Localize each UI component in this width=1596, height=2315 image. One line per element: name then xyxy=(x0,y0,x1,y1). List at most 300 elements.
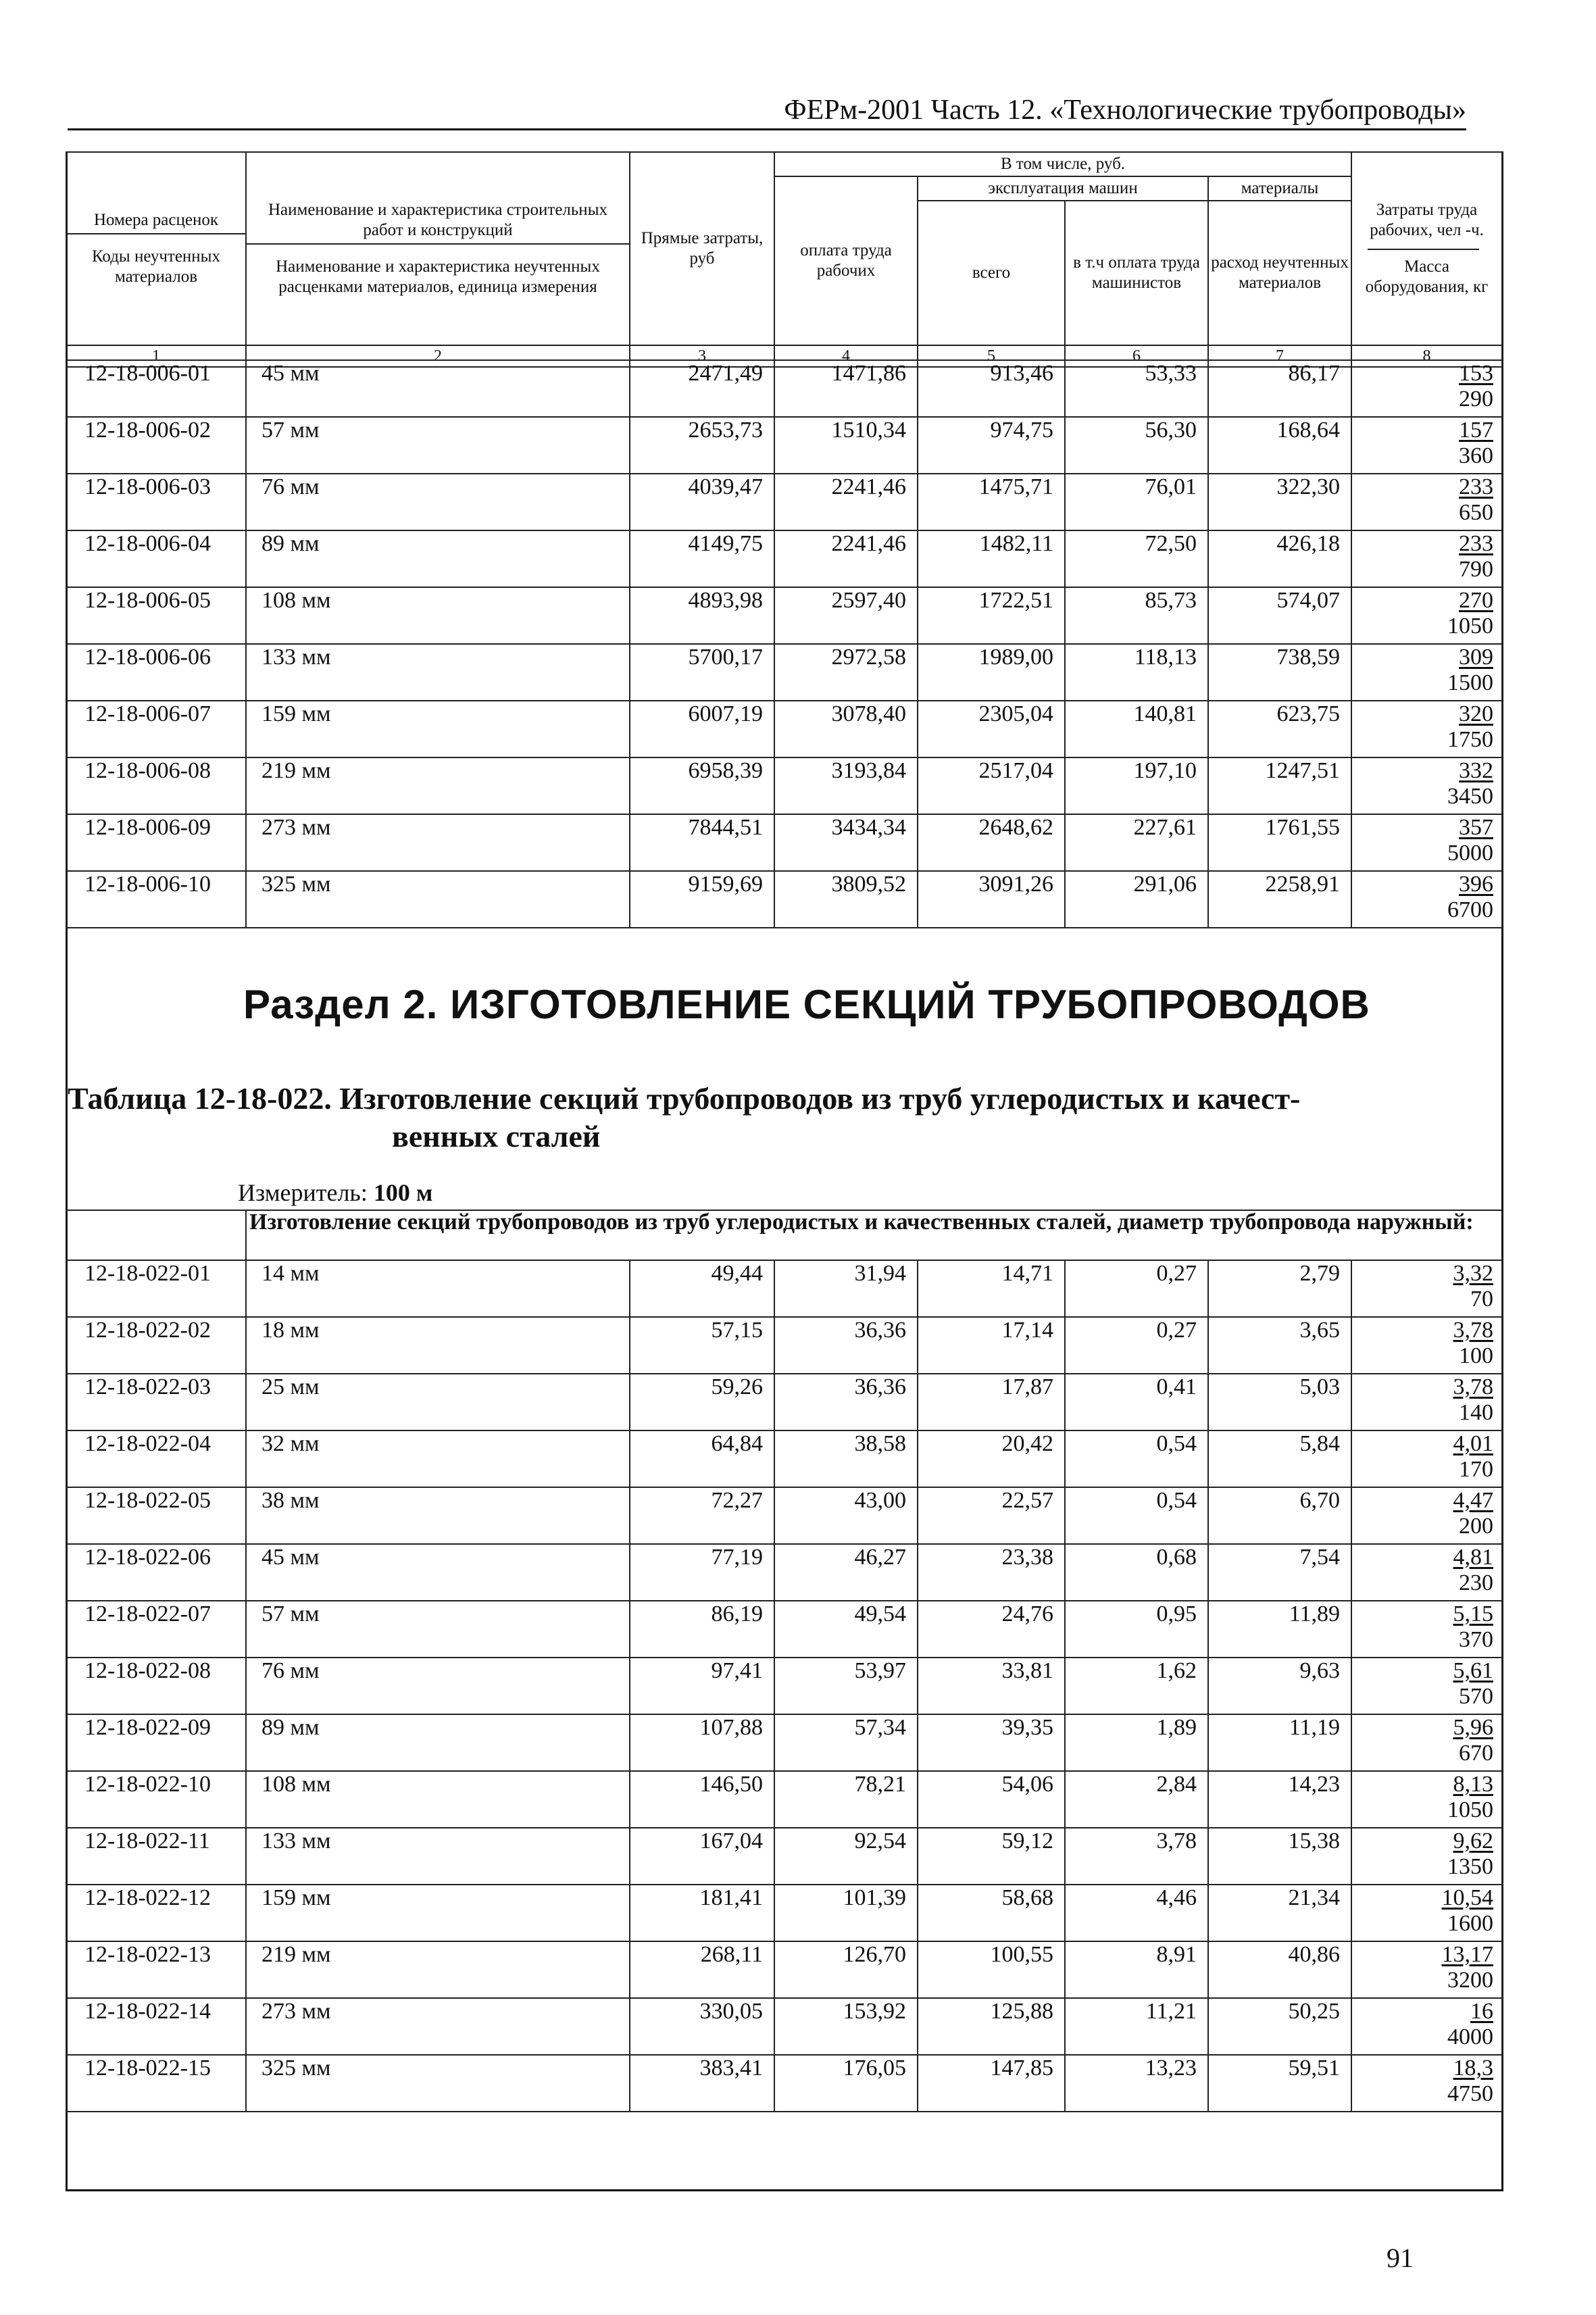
materials-cell: 9,63 xyxy=(1208,1658,1351,1714)
mass-value: 670 xyxy=(1459,1741,1493,1766)
labor-pay-cell: 38,58 xyxy=(774,1430,918,1487)
col-header-materials: материалы xyxy=(1208,176,1351,201)
rate-code: 12-18-022-11 xyxy=(66,1828,246,1885)
direct-costs-cell: 4039,47 xyxy=(630,474,774,530)
labor-pay-cell: 176,05 xyxy=(774,2055,918,2112)
col-number: 7 xyxy=(1208,345,1351,367)
col-number: 1 xyxy=(66,345,246,367)
work-name: 57 мм xyxy=(246,1601,630,1658)
operators-pay-cell: 0,54 xyxy=(1065,1430,1208,1487)
labor-mass-cell xyxy=(1351,1601,1502,1658)
subheading-text: Изготовление секций трубопроводов из труб углеродистых и качественных сталей, диаметр трубопровода наружный: xyxy=(249,1210,1474,1235)
direct-costs-cell: 64,84 xyxy=(630,1430,774,1487)
mass-value: 200 xyxy=(1459,1514,1493,1539)
operators-pay-cell: 0,27 xyxy=(1065,1260,1208,1317)
col-header-labor-mass xyxy=(1351,152,1502,345)
labor-pay-cell: 92,54 xyxy=(774,1828,918,1885)
machines-total-cell: 59,12 xyxy=(918,1828,1065,1885)
labor-pay-cell: 126,70 xyxy=(774,1941,918,1998)
materials-cell: 14,23 xyxy=(1208,1771,1351,1828)
table-row xyxy=(66,360,1502,417)
col-header-group: В том числе, руб. xyxy=(774,152,1351,176)
work-name: 159 мм xyxy=(246,1885,630,1941)
labor-hours-value: 396 xyxy=(1459,872,1493,897)
col-header-mass: Масса оборудования, кг xyxy=(1365,257,1489,296)
table-row xyxy=(66,1374,1502,1430)
rate-code: 12-18-006-02 xyxy=(66,417,246,474)
work-name: 38 мм xyxy=(246,1487,630,1544)
operators-pay-cell: 140,81 xyxy=(1065,701,1208,757)
labor-hours-value: 13,17 xyxy=(1441,1942,1493,1967)
col-header-direct-costs: Прямые затраты, руб xyxy=(630,152,774,345)
direct-costs-cell: 4149,75 xyxy=(630,530,774,587)
labor-hours-value: 9,62 xyxy=(1453,1828,1493,1853)
labor-pay-cell: 3809,52 xyxy=(774,871,918,928)
work-name: 76 мм xyxy=(246,474,630,530)
labor-hours-value: 320 xyxy=(1459,701,1493,726)
work-name: 108 мм xyxy=(246,587,630,644)
rate-code: 12-18-006-05 xyxy=(66,587,246,644)
mass-value: 4000 xyxy=(1447,2024,1493,2049)
labor-pay-cell: 31,94 xyxy=(774,1260,918,1317)
mass-value: 230 xyxy=(1459,1570,1493,1595)
rate-code: 12-18-022-15 xyxy=(66,2055,246,2112)
labor-hours-value: 3,32 xyxy=(1453,1261,1493,1286)
mass-value: 3200 xyxy=(1447,1968,1493,1993)
labor-mass-cell xyxy=(1351,1430,1502,1487)
labor-hours-value: 18,3 xyxy=(1453,2056,1493,2081)
work-name: 45 мм xyxy=(246,1544,630,1601)
materials-cell: 11,89 xyxy=(1208,1601,1351,1658)
section-title: Раздел 2. ИЗГОТОВЛЕНИЕ СЕКЦИЙ ТРУБОПРОВОДОВ xyxy=(243,982,1370,1027)
machines-total-cell: 1989,00 xyxy=(918,644,1065,701)
labor-mass-cell xyxy=(1351,701,1502,757)
mass-value: 360 xyxy=(1459,443,1493,468)
machines-total-cell: 39,35 xyxy=(918,1714,1065,1771)
col-number: 2 xyxy=(246,345,630,367)
labor-mass-cell xyxy=(1351,1487,1502,1544)
rate-code: 12-18-006-04 xyxy=(66,530,246,587)
table-row xyxy=(66,587,1502,644)
table-caption-line2: венных сталей xyxy=(392,1119,601,1153)
operators-pay-cell: 3,78 xyxy=(1065,1828,1208,1885)
materials-cell: 59,51 xyxy=(1208,2055,1351,2112)
column-header-table xyxy=(66,151,1503,368)
table-row xyxy=(66,1658,1502,1714)
machines-total-cell: 100,55 xyxy=(918,1941,1065,1998)
mass-value: 1050 xyxy=(1447,614,1493,639)
materials-cell: 15,38 xyxy=(1208,1828,1351,1885)
materials-cell: 7,54 xyxy=(1208,1544,1351,1601)
table-row xyxy=(66,474,1502,530)
rate-code: 12-18-006-10 xyxy=(66,871,246,928)
machines-total-cell: 1475,71 xyxy=(918,474,1065,530)
labor-pay-cell: 3193,84 xyxy=(774,757,918,814)
labor-mass-cell xyxy=(1351,757,1502,814)
materials-cell: 3,65 xyxy=(1208,1317,1351,1374)
labor-hours-value: 157 xyxy=(1459,418,1493,443)
col-header-codes: Номера расценок Коды неучтенных материалов xyxy=(66,152,246,345)
col-header-operators: в т.ч оплата труда машинистов xyxy=(1065,201,1208,345)
work-name: 273 мм xyxy=(246,1998,630,2055)
operators-pay-cell: 56,30 xyxy=(1065,417,1208,474)
machines-total-cell: 1482,11 xyxy=(918,530,1065,587)
table-row xyxy=(66,1998,1502,2055)
labor-pay-cell: 101,39 xyxy=(774,1885,918,1941)
labor-pay-cell: 1471,86 xyxy=(774,360,918,417)
mass-value: 1350 xyxy=(1447,1854,1493,1879)
direct-costs-cell: 6007,19 xyxy=(630,701,774,757)
labor-mass-cell xyxy=(1351,1658,1502,1714)
operators-pay-cell: 0,27 xyxy=(1065,1317,1208,1374)
work-name: 133 мм xyxy=(246,1828,630,1885)
work-name: 32 мм xyxy=(246,1430,630,1487)
col-number: 6 xyxy=(1065,345,1208,367)
work-name: 273 мм xyxy=(246,814,630,871)
machines-total-cell: 14,71 xyxy=(918,1260,1065,1317)
col-header-mass-divider xyxy=(1368,249,1479,250)
table-row xyxy=(66,871,1502,928)
labor-mass-cell xyxy=(1351,1885,1502,1941)
machines-total-cell: 24,76 xyxy=(918,1601,1065,1658)
table-row xyxy=(66,701,1502,757)
work-name: 89 мм xyxy=(246,530,630,587)
labor-pay-cell: 1510,34 xyxy=(774,417,918,474)
table-row xyxy=(66,814,1502,871)
operators-pay-cell: 197,10 xyxy=(1065,757,1208,814)
rate-code: 12-18-006-08 xyxy=(66,757,246,814)
labor-hours-value: 5,96 xyxy=(1453,1715,1493,1740)
machines-total-cell: 147,85 xyxy=(918,2055,1065,2112)
col-header-labor-hours: Затраты труда рабочих, чел -ч. xyxy=(1370,201,1484,239)
labor-hours-value: 3,78 xyxy=(1453,1318,1493,1343)
table-row xyxy=(66,1430,1502,1487)
labor-hours-value: 309 xyxy=(1459,645,1493,670)
labor-mass-cell xyxy=(1351,1941,1502,1998)
labor-mass-cell xyxy=(1351,1771,1502,1828)
materials-cell: 623,75 xyxy=(1208,701,1351,757)
labor-mass-cell xyxy=(1351,814,1502,871)
operators-pay-cell: 0,95 xyxy=(1065,1601,1208,1658)
rate-code: 12-18-006-06 xyxy=(66,644,246,701)
work-name: 45 мм xyxy=(246,360,630,417)
materials-cell: 6,70 xyxy=(1208,1487,1351,1544)
operators-pay-cell: 0,54 xyxy=(1065,1487,1208,1544)
rate-code: 12-18-022-03 xyxy=(66,1374,246,1430)
labor-hours-value: 4,81 xyxy=(1453,1545,1493,1570)
work-name: 76 мм xyxy=(246,1658,630,1714)
labor-mass-cell xyxy=(1351,1998,1502,2055)
labor-hours-value: 4,01 xyxy=(1453,1431,1493,1456)
labor-mass-cell xyxy=(1351,1828,1502,1885)
mass-value: 650 xyxy=(1459,500,1493,525)
rates-table-022 xyxy=(66,1260,1503,2112)
mass-value: 140 xyxy=(1459,1400,1493,1425)
col-number: 5 xyxy=(918,345,1065,367)
direct-costs-cell: 9159,69 xyxy=(630,871,774,928)
labor-mass-cell xyxy=(1351,1260,1502,1317)
mass-value: 370 xyxy=(1459,1627,1493,1652)
materials-cell: 574,07 xyxy=(1208,587,1351,644)
operators-pay-cell: 11,21 xyxy=(1065,1998,1208,2055)
table-row xyxy=(66,1601,1502,1658)
work-name: 219 мм xyxy=(246,1941,630,1998)
direct-costs-cell: 97,41 xyxy=(630,1658,774,1714)
rate-code: 12-18-022-12 xyxy=(66,1885,246,1941)
materials-cell: 2,79 xyxy=(1208,1260,1351,1317)
labor-hours-value: 5,15 xyxy=(1453,1601,1493,1626)
mass-value: 6700 xyxy=(1447,897,1493,922)
mass-value: 290 xyxy=(1459,387,1493,412)
machines-total-cell: 22,57 xyxy=(918,1487,1065,1544)
labor-mass-cell xyxy=(1351,1374,1502,1430)
materials-cell: 5,03 xyxy=(1208,1374,1351,1430)
work-name: 325 мм xyxy=(246,2055,630,2112)
table-row xyxy=(66,1544,1502,1601)
labor-mass-cell xyxy=(1351,360,1502,417)
labor-pay-cell: 153,92 xyxy=(774,1998,918,2055)
measure-label: Измеритель: xyxy=(238,1179,374,1206)
operators-pay-cell: 85,73 xyxy=(1065,587,1208,644)
materials-cell: 738,59 xyxy=(1208,644,1351,701)
operators-pay-cell: 8,91 xyxy=(1065,1941,1208,1998)
rate-code: 12-18-006-03 xyxy=(66,474,246,530)
materials-cell: 21,34 xyxy=(1208,1885,1351,1941)
materials-cell: 322,30 xyxy=(1208,474,1351,530)
labor-pay-cell: 43,00 xyxy=(774,1487,918,1544)
table-row xyxy=(66,1771,1502,1828)
col-number: 3 xyxy=(630,345,774,367)
direct-costs-cell: 57,15 xyxy=(630,1317,774,1374)
direct-costs-cell: 146,50 xyxy=(630,1771,774,1828)
labor-hours-value: 233 xyxy=(1459,474,1493,499)
page-number: 91 xyxy=(1387,2243,1414,2273)
rate-code: 12-18-022-04 xyxy=(66,1430,246,1487)
col-header-machines-total: всего xyxy=(918,201,1065,345)
mass-value: 790 xyxy=(1459,557,1493,582)
machines-total-cell: 3091,26 xyxy=(918,871,1065,928)
labor-pay-cell: 2241,46 xyxy=(774,530,918,587)
labor-hours-value: 270 xyxy=(1459,588,1493,613)
measure-unit xyxy=(238,1178,432,1207)
materials-cell: 426,18 xyxy=(1208,530,1351,587)
machines-total-cell: 2517,04 xyxy=(918,757,1065,814)
rate-code: 12-18-006-09 xyxy=(66,814,246,871)
direct-costs-cell: 4893,98 xyxy=(630,587,774,644)
direct-costs-cell: 72,27 xyxy=(630,1487,774,1544)
materials-cell: 40,86 xyxy=(1208,1941,1351,1998)
direct-costs-cell: 167,04 xyxy=(630,1828,774,1885)
work-name: 89 мм xyxy=(246,1714,630,1771)
mass-value: 570 xyxy=(1459,1684,1493,1709)
operators-pay-cell: 0,68 xyxy=(1065,1544,1208,1601)
table-row xyxy=(66,644,1502,701)
table-row xyxy=(66,1828,1502,1885)
measure-value: 100 м xyxy=(373,1179,433,1206)
operators-pay-cell: 13,23 xyxy=(1065,2055,1208,2112)
labor-mass-cell xyxy=(1351,1544,1502,1601)
work-name: 219 мм xyxy=(246,757,630,814)
labor-mass-cell xyxy=(1351,417,1502,474)
table-caption xyxy=(68,1080,1473,1155)
operators-pay-cell: 4,46 xyxy=(1065,1885,1208,1941)
direct-costs-cell: 49,44 xyxy=(630,1260,774,1317)
materials-cell: 11,19 xyxy=(1208,1714,1351,1771)
machines-total-cell: 125,88 xyxy=(918,1998,1065,2055)
machines-total-cell: 58,68 xyxy=(918,1885,1065,1941)
direct-costs-cell: 107,88 xyxy=(630,1714,774,1771)
operators-pay-cell: 1,62 xyxy=(1065,1658,1208,1714)
table-row xyxy=(66,1714,1502,1771)
materials-cell: 5,84 xyxy=(1208,1430,1351,1487)
table-row xyxy=(66,1317,1502,1374)
work-name: 108 мм xyxy=(246,1771,630,1828)
rate-code: 12-18-006-01 xyxy=(66,360,246,417)
materials-cell: 168,64 xyxy=(1208,417,1351,474)
rate-code: 12-18-022-14 xyxy=(66,1998,246,2055)
col-header-labor: оплата труда рабочих xyxy=(774,176,918,345)
col-header-names: Наименование и характеристика строительных работ и конструкций Наименование и характеристика неучтенных расценками материалов, единица измерения xyxy=(246,152,630,345)
direct-costs-cell: 6958,39 xyxy=(630,757,774,814)
mass-value: 1500 xyxy=(1447,670,1493,695)
table-row xyxy=(66,417,1502,474)
rate-code: 12-18-022-08 xyxy=(66,1658,246,1714)
direct-costs-cell: 77,19 xyxy=(630,1544,774,1601)
operators-pay-cell: 2,84 xyxy=(1065,1771,1208,1828)
table-row xyxy=(66,1487,1502,1544)
machines-total-cell: 913,46 xyxy=(918,360,1065,417)
labor-mass-cell xyxy=(1351,871,1502,928)
machines-total-cell: 974,75 xyxy=(918,417,1065,474)
direct-costs-cell: 2653,73 xyxy=(630,417,774,474)
labor-hours-value: 8,13 xyxy=(1453,1772,1493,1797)
labor-pay-cell: 3434,34 xyxy=(774,814,918,871)
col-number: 4 xyxy=(774,345,918,367)
direct-costs-cell: 330,05 xyxy=(630,1998,774,2055)
operators-pay-cell: 118,13 xyxy=(1065,644,1208,701)
col-header-machines: эксплуатация машин xyxy=(918,176,1208,201)
labor-mass-cell xyxy=(1351,1317,1502,1374)
machines-total-cell: 17,14 xyxy=(918,1317,1065,1374)
running-title: ФЕРм-2001 Часть 12. «Технологические трубопроводы» xyxy=(784,95,1466,126)
machines-total-cell: 1722,51 xyxy=(918,587,1065,644)
machines-total-cell: 2305,04 xyxy=(918,701,1065,757)
rate-code: 12-18-022-10 xyxy=(66,1771,246,1828)
operators-pay-cell: 0,41 xyxy=(1065,1374,1208,1430)
labor-pay-cell: 3078,40 xyxy=(774,701,918,757)
mass-value: 4750 xyxy=(1447,2081,1493,2106)
operators-pay-cell: 53,33 xyxy=(1065,360,1208,417)
mass-value: 70 xyxy=(1470,1287,1493,1312)
materials-cell: 86,17 xyxy=(1208,360,1351,417)
direct-costs-cell: 181,41 xyxy=(630,1885,774,1941)
mass-value: 100 xyxy=(1459,1343,1493,1368)
mass-value: 1750 xyxy=(1447,727,1493,752)
operators-pay-cell: 227,61 xyxy=(1065,814,1208,871)
labor-hours-value: 16 xyxy=(1470,1999,1493,2024)
labor-mass-cell xyxy=(1351,2055,1502,2112)
rate-code: 12-18-006-07 xyxy=(66,701,246,757)
labor-hours-value: 4,47 xyxy=(1453,1488,1493,1513)
labor-pay-cell: 53,97 xyxy=(774,1658,918,1714)
labor-hours-value: 10,54 xyxy=(1441,1885,1493,1910)
machines-total-cell: 33,81 xyxy=(918,1658,1065,1714)
machines-total-cell: 20,42 xyxy=(918,1430,1065,1487)
direct-costs-cell: 7844,51 xyxy=(630,814,774,871)
machines-total-cell: 54,06 xyxy=(918,1771,1065,1828)
rate-code: 12-18-022-02 xyxy=(66,1317,246,1374)
work-name: 57 мм xyxy=(246,417,630,474)
operators-pay-cell: 72,50 xyxy=(1065,530,1208,587)
labor-pay-cell: 46,27 xyxy=(774,1544,918,1601)
mass-value: 170 xyxy=(1459,1457,1493,1482)
direct-costs-cell: 2471,49 xyxy=(630,360,774,417)
table-row xyxy=(66,1260,1502,1317)
mass-value: 1600 xyxy=(1447,1911,1493,1936)
operators-pay-cell: 1,89 xyxy=(1065,1714,1208,1771)
labor-mass-cell xyxy=(1351,530,1502,587)
work-name: 25 мм xyxy=(246,1374,630,1430)
table-row xyxy=(66,757,1502,814)
rate-code: 12-18-022-09 xyxy=(66,1714,246,1771)
subheading-row xyxy=(66,1210,1501,1260)
direct-costs-cell: 59,26 xyxy=(630,1374,774,1430)
materials-cell: 1761,55 xyxy=(1208,814,1351,871)
materials-cell: 50,25 xyxy=(1208,1998,1351,2055)
table-caption-line1: Таблица 12-18-022. Изготовление секций трубопроводов из труб углеродистых и качест- xyxy=(68,1081,1301,1116)
work-name: 18 мм xyxy=(246,1317,630,1374)
direct-costs-cell: 383,41 xyxy=(630,2055,774,2112)
labor-pay-cell: 2241,46 xyxy=(774,474,918,530)
labor-hours-value: 3,78 xyxy=(1453,1374,1493,1399)
labor-pay-cell: 2597,40 xyxy=(774,587,918,644)
subheading-divider xyxy=(245,1210,247,1260)
labor-pay-cell: 49,54 xyxy=(774,1601,918,1658)
labor-pay-cell: 2972,58 xyxy=(774,644,918,701)
rate-code: 12-18-022-13 xyxy=(66,1941,246,1998)
labor-hours-value: 233 xyxy=(1459,531,1493,556)
col-number: 8 xyxy=(1351,345,1502,367)
direct-costs-cell: 268,11 xyxy=(630,1941,774,1998)
labor-mass-cell xyxy=(1351,1714,1502,1771)
direct-costs-cell: 5700,17 xyxy=(630,644,774,701)
rate-code: 12-18-022-01 xyxy=(66,1260,246,1317)
table-row xyxy=(66,2055,1502,2112)
work-name: 325 мм xyxy=(246,871,630,928)
rate-code: 12-18-022-07 xyxy=(66,1601,246,1658)
labor-mass-cell xyxy=(1351,644,1502,701)
mass-value: 1050 xyxy=(1447,1797,1493,1822)
table-row xyxy=(66,530,1502,587)
rates-table-006 xyxy=(66,359,1503,928)
work-name: 159 мм xyxy=(246,701,630,757)
rate-code: 12-18-022-06 xyxy=(66,1544,246,1601)
labor-pay-cell: 78,21 xyxy=(774,1771,918,1828)
work-name: 133 мм xyxy=(246,644,630,701)
labor-hours-value: 5,61 xyxy=(1453,1658,1493,1683)
table-row xyxy=(66,1885,1502,1941)
labor-pay-cell: 36,36 xyxy=(774,1317,918,1374)
direct-costs-cell: 86,19 xyxy=(630,1601,774,1658)
labor-mass-cell xyxy=(1351,474,1502,530)
operators-pay-cell: 291,06 xyxy=(1065,871,1208,928)
operators-pay-cell: 76,01 xyxy=(1065,474,1208,530)
rate-code: 12-18-022-05 xyxy=(66,1487,246,1544)
materials-cell: 1247,51 xyxy=(1208,757,1351,814)
labor-hours-value: 357 xyxy=(1459,815,1493,840)
table-row xyxy=(66,1941,1502,1998)
labor-mass-cell xyxy=(1351,587,1502,644)
